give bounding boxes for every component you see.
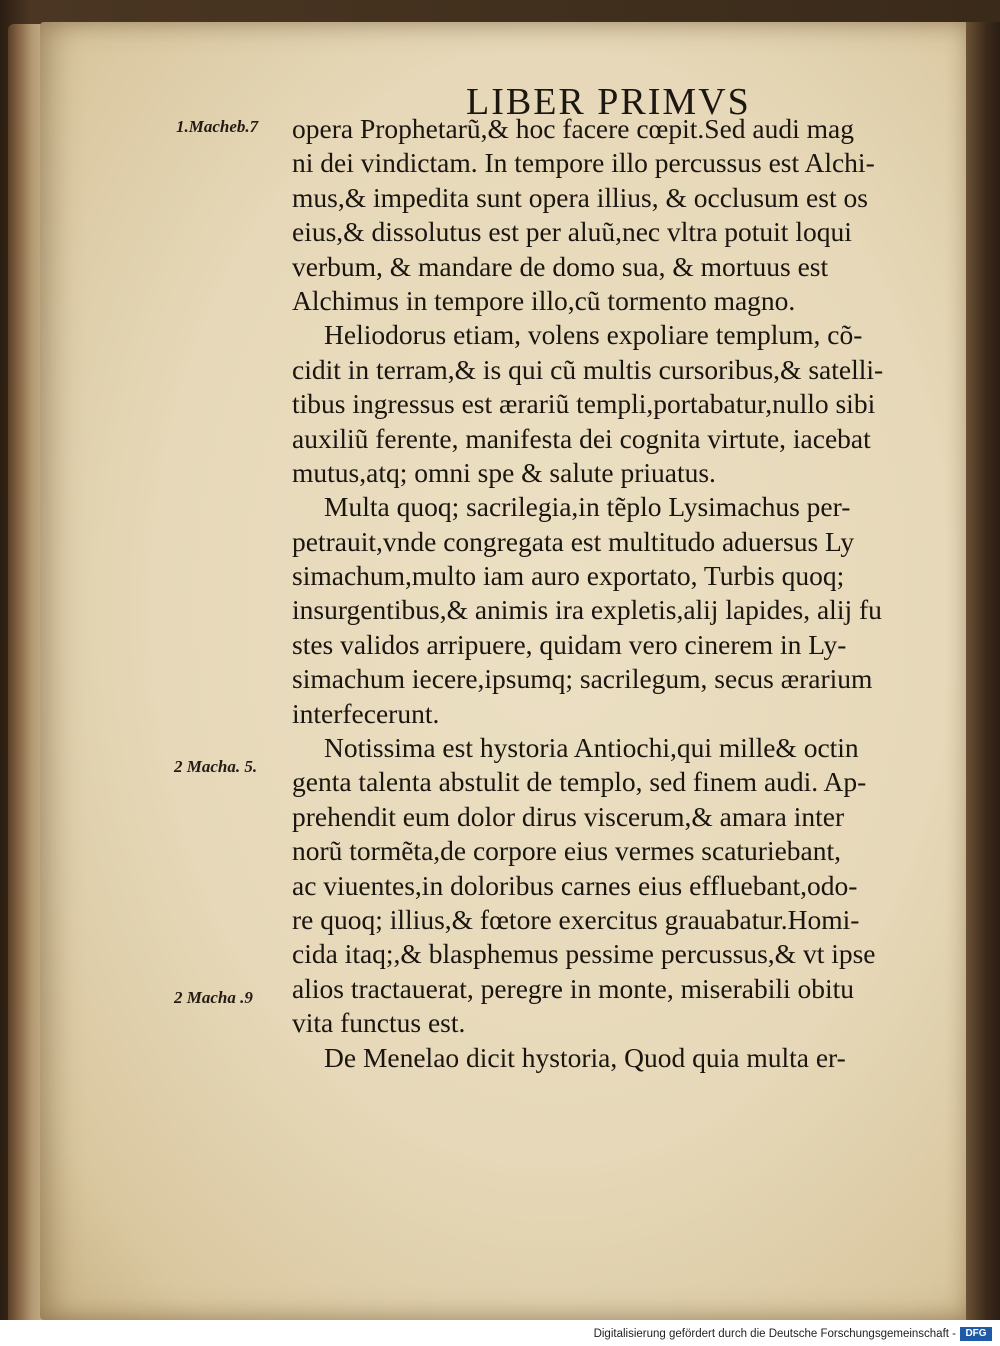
dfg-logo: DFG (960, 1327, 992, 1341)
text-line: prehendit eum dolor dirus viscerum,& amara inter (292, 800, 845, 832)
text-line: re quoq; illius,& fœtore exercitus grauabatur.Homi- (292, 903, 860, 935)
text-line: vita functus est. (292, 1007, 466, 1039)
text-line: simachum iecere,ipsumq; sacrilegum, secus ærarium (292, 663, 873, 695)
text-line: insurgentibus,& animis ira expletis,alij lapides, alij fu (292, 594, 882, 626)
text-line: Heliodorus etiam, volens expoliare templum, cõ- (324, 319, 863, 351)
text-line: mus,& impedita sunt opera illius, & occlusum est os (292, 181, 868, 213)
text-line: stes validos arripuere, quidam vero cinerem in Ly- (292, 628, 847, 660)
text-line: Notissima est hystoria Antiochi,qui mille& octin (324, 732, 859, 764)
text-line: eius,& dissolutus est per aluũ,nec vltra potuit loqui (292, 216, 852, 248)
text-line: norũ tormẽta,de corpore eius vermes scaturiebant, (292, 835, 842, 867)
text-line: cida itaq;,& blasphemus pessime percussus,& vt ipse (292, 938, 876, 970)
running-header: LIBER PRIMVS (466, 81, 751, 123)
margin-note-3: 2 Macha .9 (174, 988, 253, 1007)
text-line: tibus ingressus est ærariũ templi,portabatur,nullo sibi (292, 388, 876, 420)
body-text (292, 112, 922, 1075)
text-line: mutus,atq; omni spe & salute priuatus. (292, 456, 716, 488)
text-line: De Menelao dicit hystoria, Quod quia multa er- (324, 1041, 846, 1073)
text-line: Multa quoq; sacrilegia,in tẽplo Lysimachus per- (324, 491, 851, 523)
digitization-credit: Digitalisierung gefördert durch die Deutsche Forschungsgemeinschaft - (593, 1328, 956, 1340)
text-line: ac viuentes,in doloribus carnes eius effluebant,odo- (292, 869, 858, 901)
text-line: cidit in terram,& is qui cũ multis cursoribus,& satelli- (292, 353, 884, 385)
margin-note-2: 2 Macha. 5. (174, 757, 258, 776)
text-line: petrauit,vnde congregata est multitudo aduersus Ly (292, 525, 855, 557)
text-line: ni dei vindictam. In tempore illo percussus est Alchi- (292, 147, 875, 179)
margin-note-1: 1.Macheb.7 (176, 117, 259, 136)
text-line: auxiliũ ferente, manifesta dei cognita virtute, iacebat (292, 422, 871, 454)
text-line: genta talenta abstulit de templo, sed finem audi. Ap- (292, 766, 867, 798)
right-page-edge (966, 22, 1000, 1320)
text-line: simachum,multo iam auro exportato, Turbis quoq; (292, 560, 845, 592)
text-line: Alchimus in tempore illo,cũ tormento magno. (292, 284, 796, 316)
text-line: opera Prophetarũ,& hoc facere cœpit.Sed audi mag (292, 113, 855, 144)
text-line: alios tractauerat, peregre in monte, miserabili obitu (292, 972, 855, 1004)
text-line: interfecerunt. (292, 697, 440, 729)
text-line: verbum, & mandare de domo sua, & mortuus est (292, 250, 829, 282)
